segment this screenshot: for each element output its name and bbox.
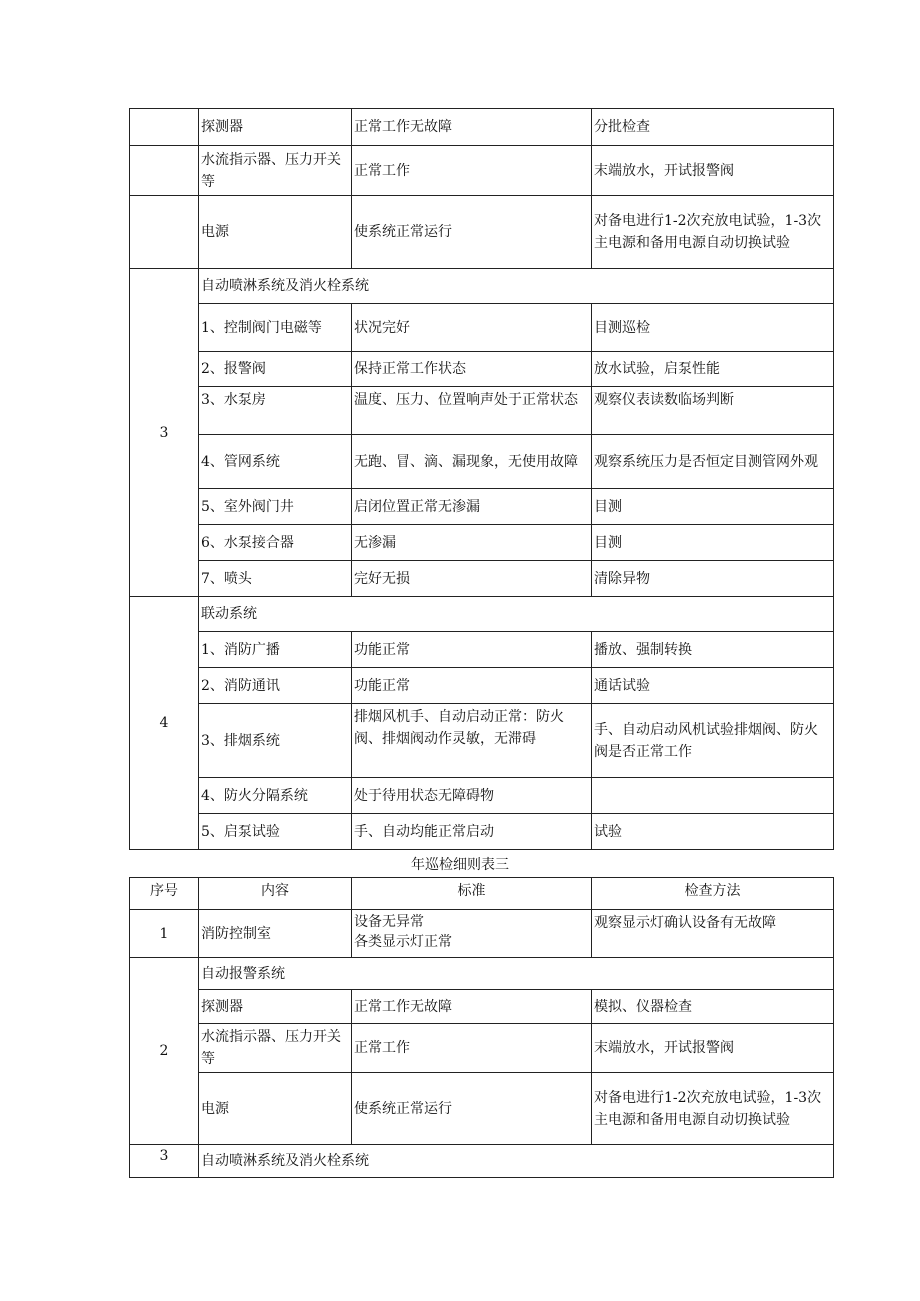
table-row — [130, 704, 834, 778]
table-row — [130, 435, 834, 489]
section-title: 自动喷淋系统及消火栓系统 — [199, 269, 834, 304]
table-row — [130, 352, 834, 387]
method-cell: 分批检查 — [592, 109, 834, 146]
standard-cell: 使系统正常运行 — [352, 196, 592, 269]
content-cell: 水流指示器、压力开关等 — [199, 146, 352, 196]
annual-inspection-table-three — [129, 877, 834, 1178]
content-cell: 5、启泵试验 — [199, 814, 352, 850]
content-cell: 6、水泵接合器 — [199, 525, 352, 561]
standard-line: 各类显示灯正常 — [354, 934, 452, 950]
table-row — [130, 632, 834, 668]
method-cell: 放水试验，启泵性能 — [592, 352, 834, 387]
table-row — [130, 778, 834, 814]
method-cell — [592, 778, 834, 814]
section-title: 联动系统 — [199, 597, 834, 632]
standard-line: 设备无异常 — [354, 914, 424, 930]
header-method: 检查方法 — [592, 878, 834, 910]
section-number: 3 — [130, 269, 199, 597]
standard-cell: 功能正常 — [352, 632, 592, 668]
section-number: 3 — [130, 1145, 199, 1178]
standard-cell: 状况完好 — [352, 304, 592, 352]
content-cell: 消防控制室 — [199, 910, 352, 958]
standard-cell: 完好无损 — [352, 561, 592, 597]
table-row — [130, 196, 834, 269]
inspection-table-continued — [129, 108, 834, 850]
content-cell: 电源 — [199, 1073, 352, 1145]
section-title: 自动报警系统 — [199, 958, 834, 990]
method-cell: 观察仪表读数临场判断 — [592, 387, 834, 435]
table-row — [130, 387, 834, 435]
standard-cell: 启闭位置正常无渗漏 — [352, 489, 592, 525]
method-cell: 观察系统压力是否恒定目测管网外观 — [592, 435, 834, 489]
standard-cell: 功能正常 — [352, 668, 592, 704]
table-row — [130, 109, 834, 146]
method-cell: 试验 — [592, 814, 834, 850]
table-row — [130, 668, 834, 704]
standard-cell: 排烟风机手、自动启动正常：防火阀、排烟阀动作灵敏，无滞碍 — [352, 704, 592, 778]
method-cell: 模拟、仪器检查 — [592, 990, 834, 1024]
header-standard: 标准 — [352, 878, 592, 910]
table-row — [130, 814, 834, 850]
standard-cell: 使系统正常运行 — [352, 1073, 592, 1145]
section-number: 2 — [130, 958, 199, 1145]
standard-cell: 无跑、冒、滴、漏现象，无使用故障 — [352, 435, 592, 489]
table-row — [130, 525, 834, 561]
content-cell: 5、室外阀门井 — [199, 489, 352, 525]
header-no: 序号 — [130, 878, 199, 910]
method-cell: 目测巡检 — [592, 304, 834, 352]
section-title: 自动喷淋系统及消火栓系统 — [199, 1145, 834, 1178]
method-cell: 清除异物 — [592, 561, 834, 597]
content-cell: 7、喷头 — [199, 561, 352, 597]
method-cell: 对备电进行1-2次充放电试验，1-3次主电源和备用电源自动切换试验 — [592, 196, 834, 269]
standard-cell: 正常工作无故障 — [352, 109, 592, 146]
content-cell: 水流指示器、压力开关等 — [199, 1024, 352, 1073]
method-cell: 目测 — [592, 489, 834, 525]
standard-cell: 正常工作无故障 — [352, 990, 592, 1024]
content-cell: 电源 — [199, 196, 352, 269]
content-cell: 1、消防广播 — [199, 632, 352, 668]
section-header-row — [130, 269, 834, 304]
method-cell: 末端放水，开试报警阀 — [592, 146, 834, 196]
table-row — [130, 1073, 834, 1145]
method-cell: 通话试验 — [592, 668, 834, 704]
section-number: 4 — [130, 597, 199, 850]
table-caption: 年巡检细则表三 — [411, 857, 509, 873]
content-cell: 探测器 — [199, 109, 352, 146]
content-cell: 4、防火分隔系统 — [199, 778, 352, 814]
standard-cell — [352, 910, 592, 958]
table-row — [130, 561, 834, 597]
table-row — [130, 304, 834, 352]
method-cell: 观察显示灯确认设备有无故障 — [592, 910, 834, 958]
section-header-row — [130, 1145, 834, 1178]
content-cell: 2、消防通讯 — [199, 668, 352, 704]
standard-cell: 无渗漏 — [352, 525, 592, 561]
section-header-row — [130, 597, 834, 632]
header-content: 内容 — [199, 878, 352, 910]
table-row — [130, 489, 834, 525]
standard-cell: 处于待用状态无障碍物 — [352, 778, 592, 814]
row-number-cell — [130, 109, 199, 146]
standard-cell: 正常工作 — [352, 1024, 592, 1073]
method-cell: 目测 — [592, 525, 834, 561]
table-row — [130, 990, 834, 1024]
content-cell: 1、控制阀门电磁等 — [199, 304, 352, 352]
method-cell: 末端放水，开试报警阀 — [592, 1024, 834, 1073]
content-cell: 3、水泵房 — [199, 387, 352, 435]
table-row — [130, 910, 834, 958]
content-cell: 4、管网系统 — [199, 435, 352, 489]
content-cell: 探测器 — [199, 990, 352, 1024]
row-number-cell — [130, 146, 199, 196]
table-row — [130, 1024, 834, 1073]
standard-cell: 保持正常工作状态 — [352, 352, 592, 387]
standard-cell: 温度、压力、位置响声处于正常状态 — [352, 387, 592, 435]
method-cell: 播放、强制转换 — [592, 632, 834, 668]
row-number: 1 — [130, 910, 199, 958]
standard-cell: 正常工作 — [352, 146, 592, 196]
content-cell: 3、排烟系统 — [199, 704, 352, 778]
content-cell: 2、报警阀 — [199, 352, 352, 387]
section-header-row — [130, 958, 834, 990]
standard-cell: 手、自动均能正常启动 — [352, 814, 592, 850]
table-header-row — [130, 878, 834, 910]
method-cell: 手、自动启动风机试验排烟阀、防火阀是否正常工作 — [592, 704, 834, 778]
row-number-cell — [130, 196, 199, 269]
table-row — [130, 146, 834, 196]
method-cell: 对备电进行1-2次充放电试验，1-3次主电源和备用电源自动切换试验 — [592, 1073, 834, 1145]
